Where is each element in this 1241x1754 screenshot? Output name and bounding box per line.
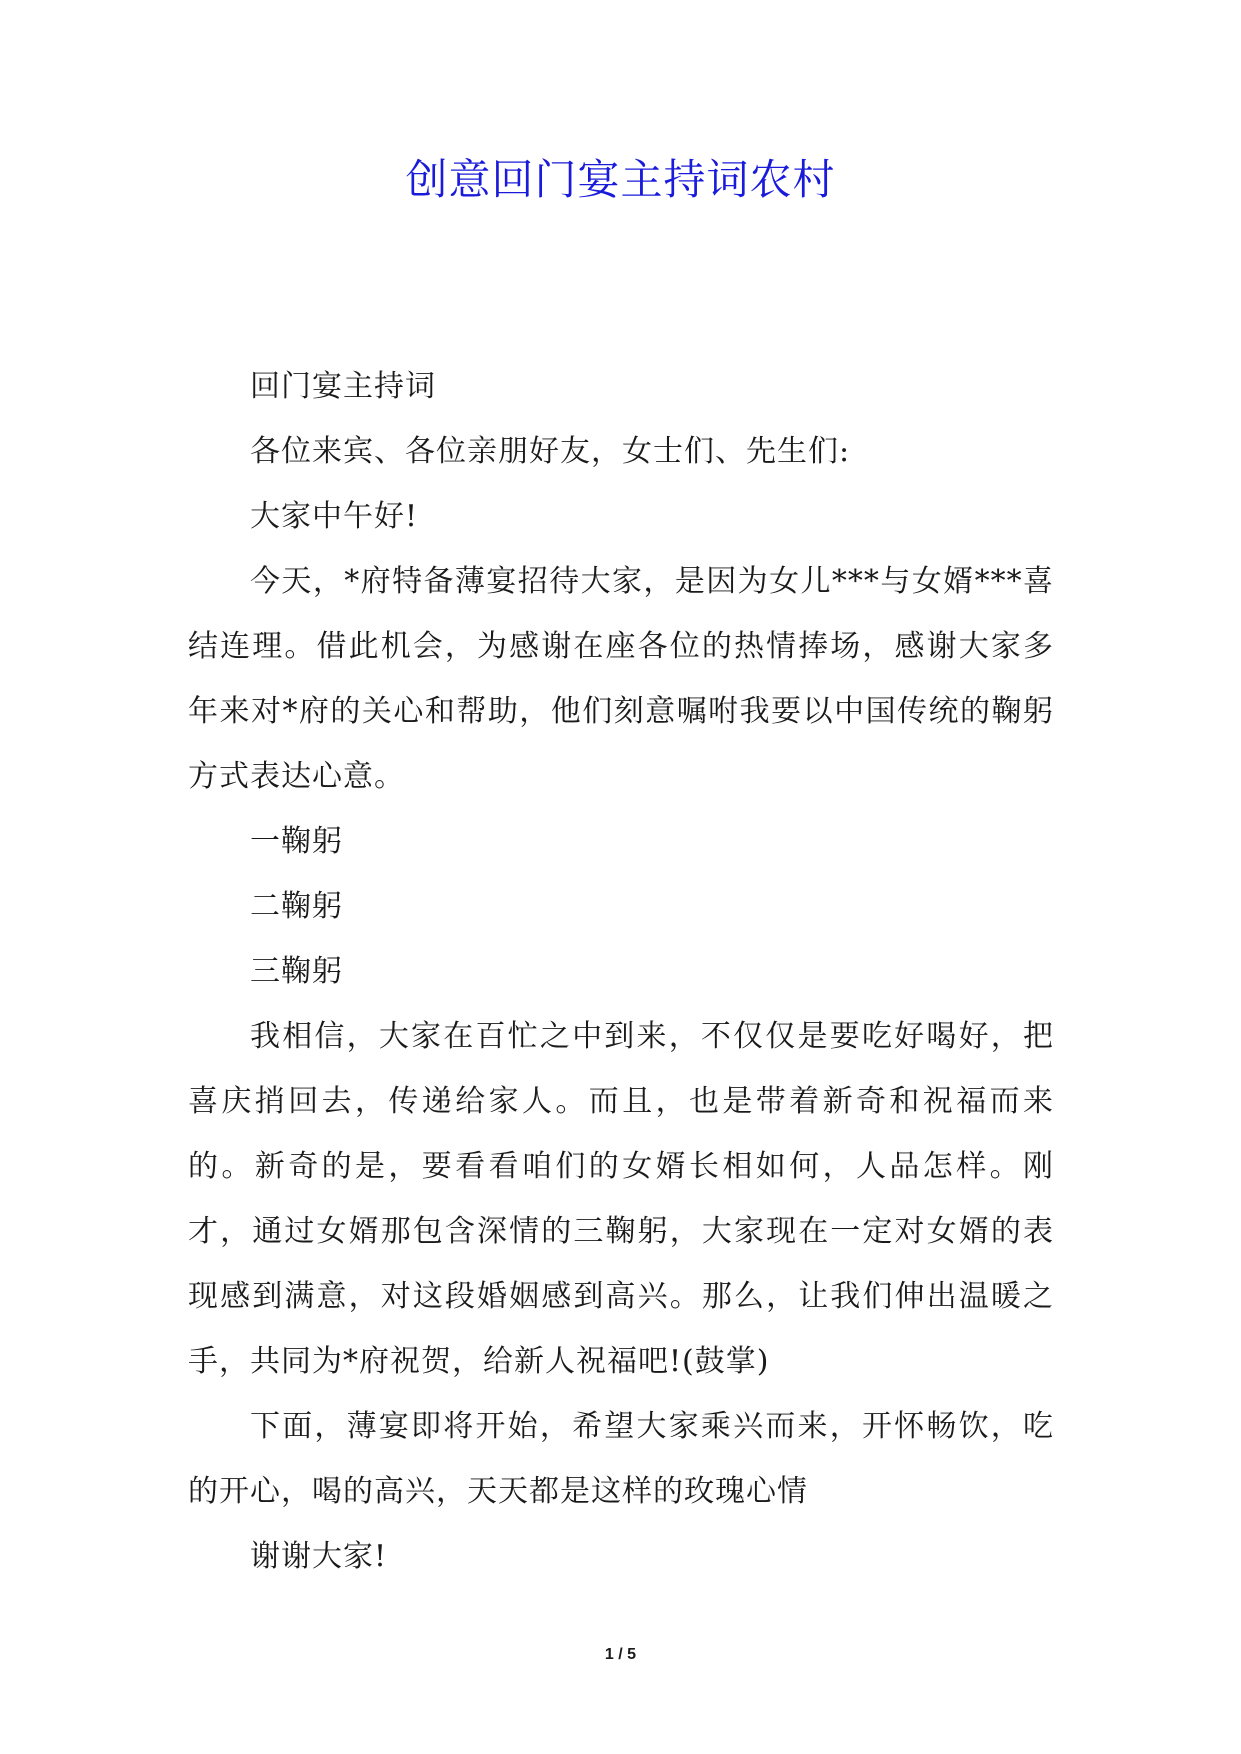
paragraph-heading: 回门宴主持词 xyxy=(250,369,436,404)
paragraph-first-bow: 一鞠躬 xyxy=(250,824,343,859)
paragraph-second-bow: 二鞠躬 xyxy=(250,889,343,924)
paragraph-banquet-begins: 下面，薄宴即将开始，希望大家乘兴而来，开怀畅饮，吃的开心，喝的高兴，天天都是这样的玫瑰心情 xyxy=(188,1409,1054,1509)
paragraph-thanks: 谢谢大家! xyxy=(250,1539,388,1574)
paragraph-third-bow: 三鞠躬 xyxy=(250,954,343,989)
document-title: 创意回门宴主持词农村 xyxy=(405,155,836,204)
page-number: 1 / 5 xyxy=(604,1646,637,1663)
paragraph-introduction: 今天，*府特备薄宴招待大家，是因为女儿***与女婿***喜结连理。借此机会，为感谢在座各位的热情捧场，感谢大家多年来对*府的关心和帮助，他们刻意嘱咐我要以中国传统的鞠躬方式表达心意。 xyxy=(188,564,1054,794)
document-body xyxy=(188,354,1054,1589)
paragraph-greeting-guests: 各位来宾、各位亲朋好友，女士们、先生们: xyxy=(250,434,851,469)
paragraph-good-afternoon: 大家中午好! xyxy=(250,499,419,534)
paragraph-blessing: 我相信，大家在百忙之中到来，不仅仅是要吃好喝好，把喜庆捎回去，传递给家人。而且，也是带着新奇和祝福而来的。新奇的是，要看看咱们的女婿长相如何，人品怎样。刚才，通过女婿那包含深情的三鞠躬，大家现在一定对女婿的表现感到满意，对这段婚姻感到高兴。那么，让我们伸出温暖之手，共同为*府祝贺，给新人祝福吧!(鼓掌) xyxy=(188,1019,1054,1379)
